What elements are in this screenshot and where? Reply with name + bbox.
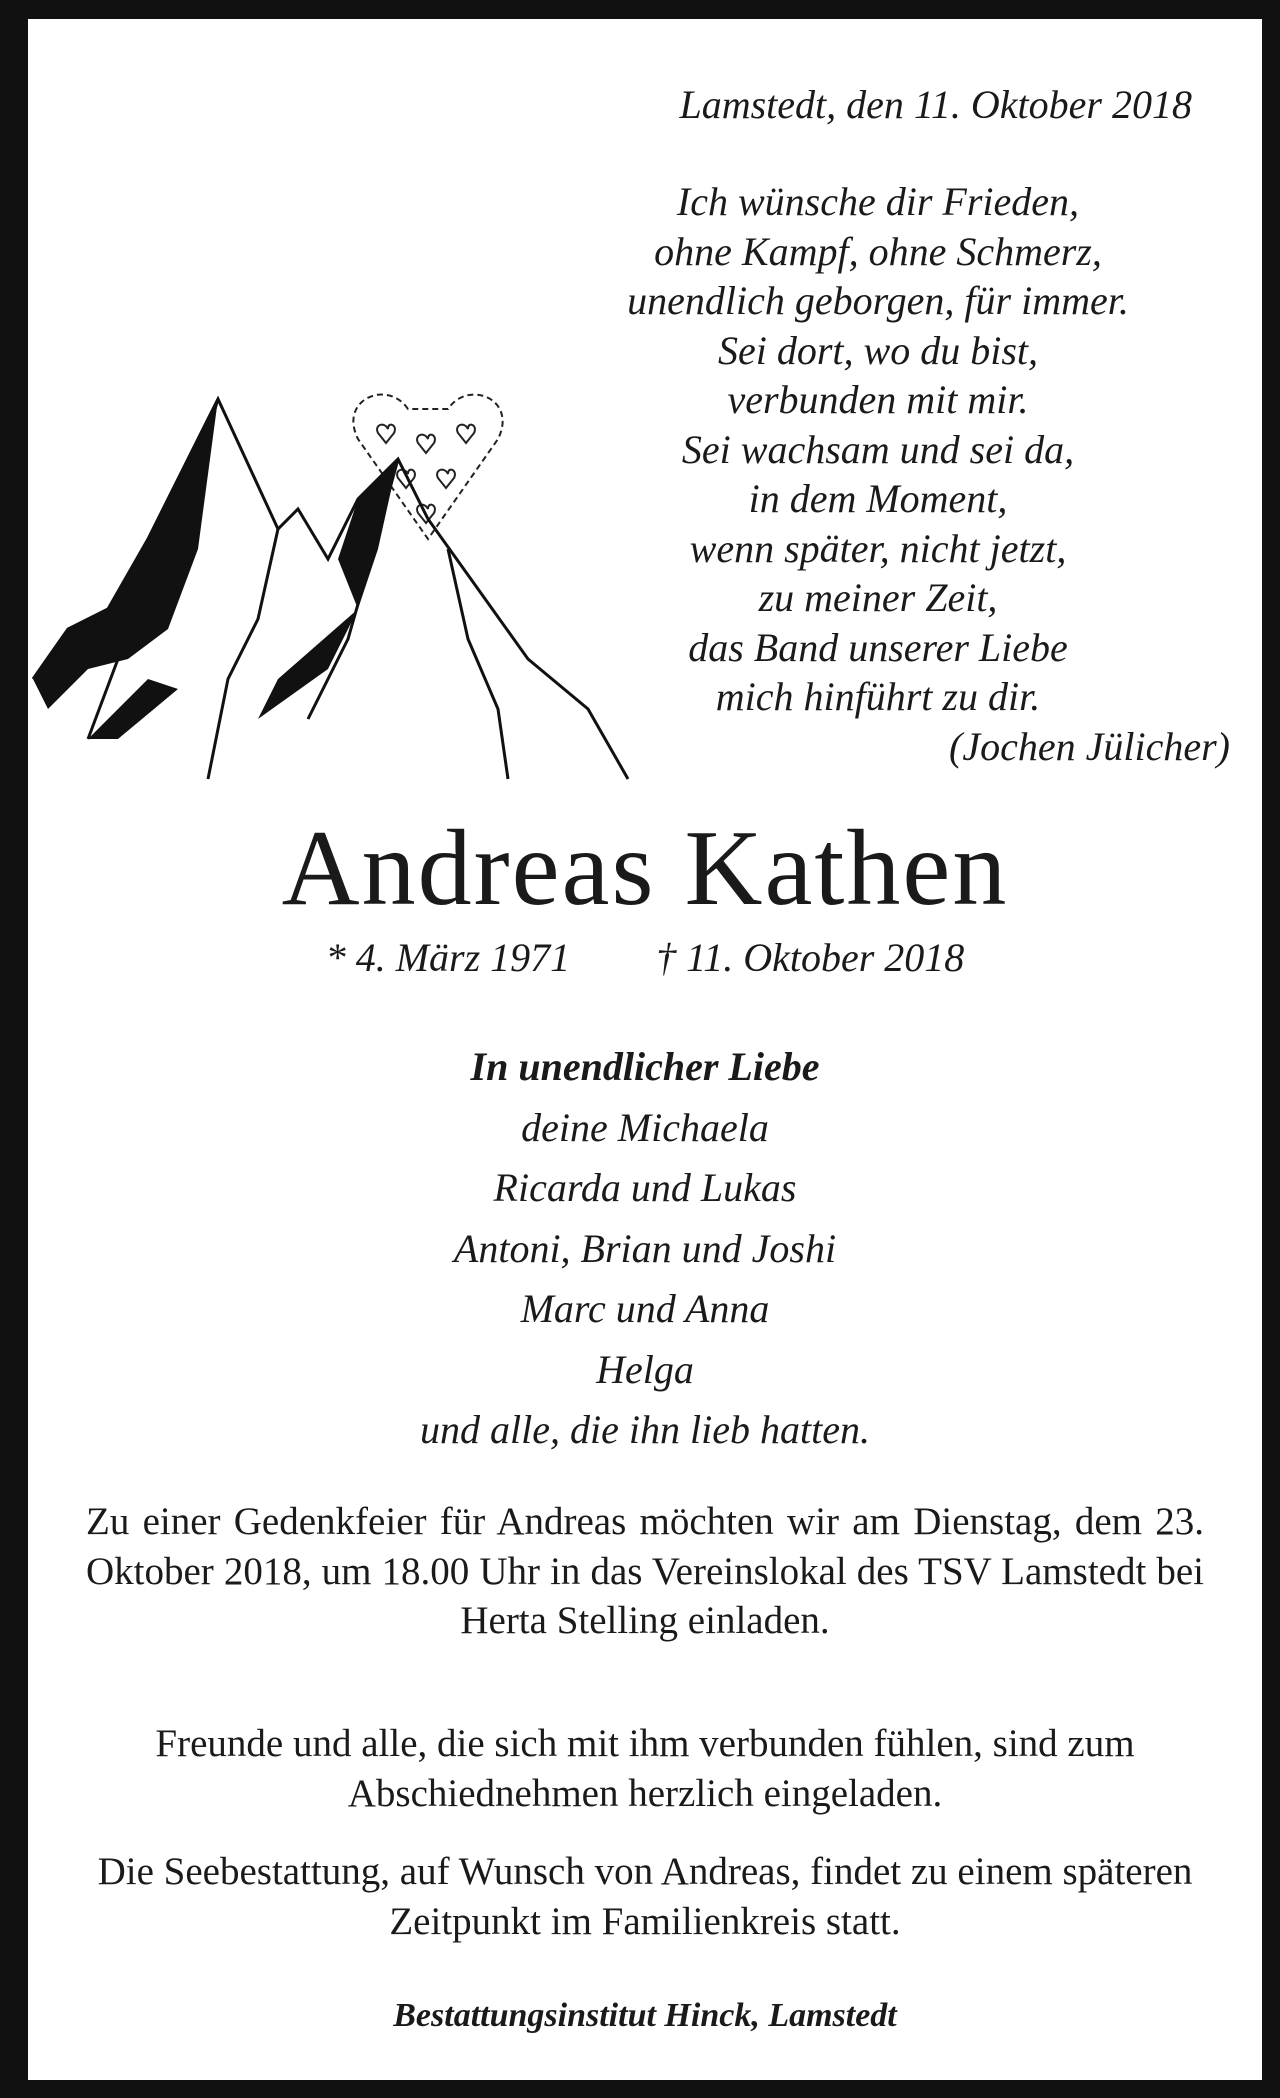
mourner: Ricarda und Lukas — [493, 1165, 797, 1210]
poem-line: das Band unserer Liebe — [688, 624, 1068, 670]
mourners-lead: In unendlicher Liebe — [470, 1044, 820, 1089]
life-dates — [28, 934, 1262, 982]
mountains-hearts-illustration — [28, 379, 648, 789]
mourner: Antoni, Brian und Joshi — [453, 1225, 837, 1271]
poem-line: Sei wachsam und sei da, — [681, 426, 1075, 472]
funeral-home: Bestattungsinstitut Hinck, Lamstedt — [393, 1997, 897, 2034]
birth-date: * 4. März 1971 — [325, 935, 571, 980]
mourner: Marc und Anna — [520, 1286, 770, 1331]
poem-line: Sei dort, wo du bist, — [717, 327, 1039, 373]
poem-line: zu meiner Zeit, — [758, 575, 998, 620]
poem-line: ohne Kampf, ohne Schmerz, — [654, 228, 1102, 274]
poem-line: wenn später, nicht jetzt, — [689, 525, 1067, 571]
poem-line: unendlich geborgen, für immer. — [627, 278, 1129, 323]
poem — [568, 177, 1230, 771]
obituary-notice — [28, 19, 1262, 2080]
poem-line: verbunden mit mir. — [727, 377, 1029, 422]
death-date: † 11. Oktober 2018 — [656, 935, 965, 980]
poem-author: (Jochen Jülicher) — [949, 723, 1230, 769]
poem-line: mich hinführt zu dir. — [715, 674, 1041, 719]
deceased-name: Andreas Kathen — [281, 809, 1009, 928]
mountain-shading — [33, 399, 398, 739]
memorial-invitation: Zu einer Gedenkfeier für Andreas möchten wir am Dienstag, dem 23. Oktober 2018, um 18.00 Uhr in das Vereinslokal des TSV Lamstedt bei Herta Stelling einladen. — [86, 1500, 1204, 1642]
mourner: und alle, die ihn lieb hatten. — [420, 1407, 870, 1452]
mourners — [28, 1037, 1262, 1461]
place-date: Lamstedt, den 11. Oktober 2018 — [679, 82, 1192, 127]
sea-burial-note: Die Seebestattung, auf Wunsch von Andreas, findet zu einem späteren Zeitpunkt im Familienkreis statt. — [97, 1850, 1193, 1943]
poem-line: in dem Moment, — [748, 476, 1008, 521]
mourner: deine Michaela — [521, 1104, 769, 1150]
poem-line: Ich wünsche dir Frieden, — [676, 179, 1080, 224]
mourner: Helga — [596, 1346, 694, 1392]
farewell-invitation: Freunde und alle, die sich mit ihm verbunden fühlen, sind zum Abschiednehmen herzlich eingeladen. — [155, 1722, 1135, 1815]
